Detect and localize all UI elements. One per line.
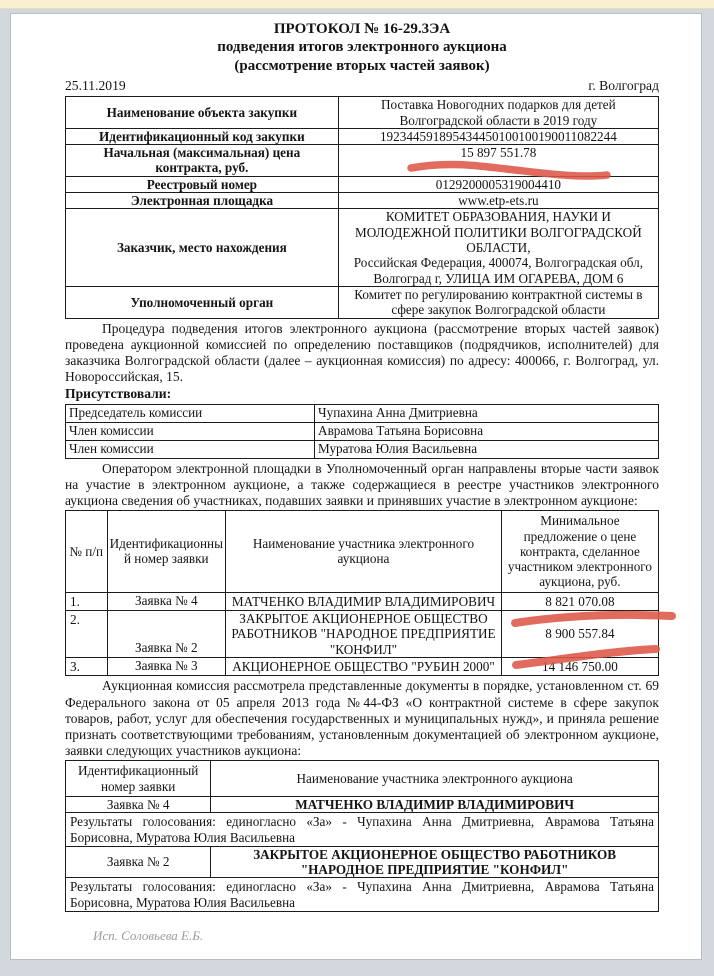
table-row: [66, 796, 659, 812]
title-line-1: ПРОТОКОЛ № 16-29.3ЭА: [273, 21, 451, 37]
info-label-registry-number: Реестровый номер: [66, 176, 339, 192]
commission-role: Член комиссии: [66, 422, 315, 440]
info-label-ikz: Идентификационный код закупки: [66, 128, 339, 144]
header-bid-number: Идентификационный номер заявки: [66, 761, 211, 797]
table-row: [66, 878, 659, 912]
table-row: [66, 97, 659, 129]
row-price: [501, 611, 658, 658]
info-value-customer: [338, 209, 658, 287]
decision-paragraph: Аукционная комиссия рассмотрела представленные документы в порядке, установленном ст. 69 Федерального закона от 05 апреля 2013 года №44-ФЗ «О контрактной системе в сфере закупок товаров, работ, услуг для обеспечения государственных и муниципальных нужд», и приняла решение признать соответствующими требованиям, установленным документацией об электронном аукционе, заявки следующих участников аукциона:: [65, 678, 659, 759]
commission-member-name: Аврамова Татьяна Борисовна: [315, 422, 659, 440]
commission-member-name: Чупахина Анна Дмитриевна: [315, 404, 659, 422]
info-label-customer: Заказчик, место нахождения: [66, 209, 339, 287]
row-participant-name: ЗАКРЫТОЕ АКЦИОНЕРНОЕ ОБЩЕСТВО РАБОТНИКОВ "НАРОДНОЕ ПРЕДПРИЯТИЕ "КОНФИЛ": [211, 846, 659, 878]
row-bid: Заявка № 2: [66, 846, 211, 878]
protocol-city: г. Волгоград: [588, 77, 659, 93]
info-value-platform: www.etp-ets.ru: [338, 193, 658, 209]
executor-note: Исп. Соловьева Е.Б.: [93, 928, 204, 944]
row-price: 8 821 070.08: [501, 592, 658, 610]
row-bid: Заявка № 4: [66, 796, 211, 812]
header-num: № п/п: [66, 511, 108, 593]
info-label-object: Наименование объекта закупки: [66, 97, 339, 129]
start-price-value: 15 897 551.78: [460, 145, 537, 161]
header-bid-number: Идентификационный номер заявки: [107, 511, 226, 593]
voting-results: Результаты голосования: единогласно «За» - Чупахина Анна Дмитриевна, Аврамова Татьяна Борисовна, Муратова Юлия Васильевна: [66, 878, 659, 912]
operator-paragraph: Оператором электронной площадки в Уполномоченный орган направлены вторые части заявок на участие в электронном аукционе, а также содержащиеся в реестре участников электронного аукциона сведения об участниках, подавших заявки и принявших участие в электронном аукционе:: [65, 460, 659, 509]
participants-table: [65, 510, 659, 676]
info-label-start-price: Начальная (максимальная) цена контракта, руб.: [66, 145, 339, 177]
row-participant-name: МАТЧЕНКО ВЛАДИМИР ВЛАДИМИРОВИЧ: [211, 796, 659, 812]
row-num: 2.: [66, 611, 108, 658]
commission-table: [65, 404, 659, 459]
table-row: [66, 422, 659, 440]
table-row: [66, 128, 659, 144]
table-header-row: [66, 761, 659, 797]
header-min-price: Минимальное предложение о цене контракта, сделанное участником электронного аукциона, руб.: [501, 511, 658, 593]
protocol-title: [65, 20, 659, 75]
bid2-price-value: 8 900 557.84: [545, 626, 615, 642]
table-row: [66, 611, 659, 658]
row-participant-name: ЗАКРЫТОЕ АКЦИОНЕРНОЕ ОБЩЕСТВО РАБОТНИКОВ "НАРОДНОЕ ПРЕДПРИЯТИЕ "КОНФИЛ": [226, 611, 502, 658]
customer-name: КОМИТЕТ ОБРАЗОВАНИЯ, НАУКИ И МОЛОДЕЖНОЙ ПОЛИТИКИ ВОЛГОГРАДСКОЙ ОБЛАСТИ,: [355, 209, 642, 256]
info-value-ikz: 192344591895434450100100190011082244: [338, 128, 658, 144]
row-num: 1.: [66, 592, 108, 610]
row-bid: Заявка № 2: [107, 611, 226, 658]
table-row: [66, 440, 659, 458]
protocol-date: 25.11.2019: [65, 77, 126, 93]
procurement-info-table: [65, 96, 659, 318]
info-value-authorized-body: Комитет по регулированию контрактной системы в сфере закупок Волгоградской области: [338, 286, 658, 318]
row-bid: Заявка № 3: [107, 658, 226, 676]
info-label-platform: Электронная площадка: [66, 193, 339, 209]
row-bid: Заявка № 4: [107, 592, 226, 610]
commission-member-name: Муратова Юлия Васильевна: [315, 440, 659, 458]
header-participant-name: Наименование участника электронного аукциона: [211, 761, 659, 797]
table-header-row: [66, 511, 659, 593]
procedure-paragraph: Процедура подведения итогов электронного аукциона (рассмотрение вторых частей заявок) проведена аукционной комиссией по определению поставщиков (подрядчиков, исполнителей) для заказчика Волгоградской области (далее – аукционная комиссия) по адресу: 400066, г. Волгоград, ул. Новороссийская, 15.: [65, 320, 659, 385]
header-participant-name: Наименование участника электронного аукциона: [226, 511, 502, 593]
row-participant-name: МАТЧЕНКО ВЛАДИМИР ВЛАДИМИРОВИЧ: [226, 592, 502, 610]
present-heading: Присутствовали:: [65, 386, 172, 402]
table-row: [66, 813, 659, 847]
red-marker-above-bid2-price: [510, 608, 678, 628]
table-row: [66, 209, 659, 287]
document-page: [10, 13, 702, 960]
voting-results: Результаты голосования: единогласно «За» - Чупахина Анна Дмитриевна, Аврамова Татьяна Борисовна, Муратова Юлия Васильевна: [66, 813, 659, 847]
customer-address: Российская Федерация, 400074, Волгоградская обл, Волгоград г, УЛИЦА ИМ ОГАРЕВА, ДОМ 6: [353, 255, 643, 286]
info-value-object: Поставка Новогодних подарков для детей Волгоградской области в 2019 году: [338, 97, 658, 129]
row-num: 3.: [66, 658, 108, 676]
table-row: [66, 846, 659, 878]
info-value-start-price: [338, 145, 658, 177]
table-row: [66, 658, 659, 676]
commission-role: Член комиссии: [66, 440, 315, 458]
info-label-authorized-body: Уполномоченный орган: [66, 286, 339, 318]
table-row: [66, 404, 659, 422]
viewer-top-strip: [0, 0, 714, 9]
row-price: 14 146 750.00: [501, 658, 658, 676]
table-row: [66, 145, 659, 177]
title-line-2: подведения итогов электронного аукциона: [217, 39, 507, 56]
row-participant-name: АКЦИОНЕРНОЕ ОБЩЕСТВО "РУБИН 2000": [226, 658, 502, 676]
info-value-registry-number: 0129200005319004410: [338, 176, 658, 192]
table-row: [66, 193, 659, 209]
table-row: [66, 286, 659, 318]
dateline: [65, 78, 659, 94]
table-row: [66, 592, 659, 610]
decision-table: [65, 760, 659, 912]
commission-role: Председатель комиссии: [66, 404, 315, 422]
table-row: [66, 176, 659, 192]
title-line-3: (рассмотрение вторых частей заявок): [234, 57, 490, 74]
